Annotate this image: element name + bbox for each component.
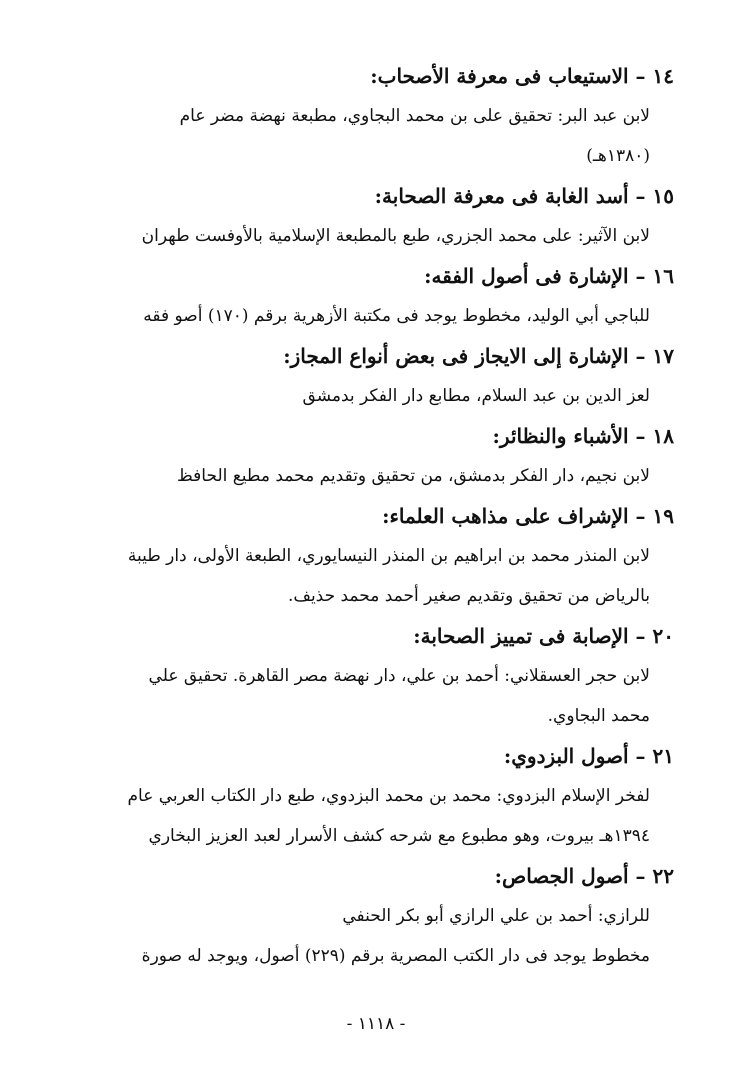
entry-description (76, 376, 674, 416)
entry-number: ١٧ (652, 344, 674, 368)
entry-description (76, 656, 674, 736)
entry-line: لابن نجيم، دار الفكر بدمشق، من تحقيق وتقديم محمد مطيع الحافظ (177, 466, 650, 486)
entry-heading (76, 256, 674, 296)
entry-line: لفخر الإسلام البزدوي: محمد بن محمد البزدوي، طبع دار الكتاب العربي عام (127, 786, 650, 806)
bibliography-entry-16 (76, 256, 674, 336)
bibliography-entry-14 (76, 56, 674, 176)
entry-title: الأشباء والنظائر: (492, 424, 629, 448)
bibliography-entry-17 (76, 336, 674, 416)
entry-dash: – (628, 64, 646, 88)
entry-dash: – (628, 424, 646, 448)
entry-heading (76, 56, 674, 96)
entry-description (76, 456, 674, 496)
entry-heading (76, 416, 674, 456)
entry-line: لابن الآثير: على محمد الجزري، طبع بالمطبعة الإسلامية بالأوفست طهران (141, 226, 650, 246)
entry-dash: – (628, 264, 646, 288)
entry-line: للرازي: أحمد بن علي الرازي أبو بكر الحنفي (342, 906, 650, 926)
entry-line: مخطوط يوجد فى دار الكتب المصرية برقم (٢٢٩) أصول، ويوجد له صورة (141, 946, 650, 966)
entry-number: ١٦ (652, 264, 674, 288)
entry-line: (١٣٨٠هـ) (586, 146, 650, 166)
entry-description (76, 216, 674, 256)
entry-dash: – (628, 344, 646, 368)
entry-number: ١٨ (652, 424, 674, 448)
entry-description (76, 776, 674, 856)
entry-title: الإشارة إلى الايجاز فى بعض أنواع المجاز: (283, 344, 629, 368)
entry-number: ٢٢ (652, 864, 674, 888)
entry-description (76, 296, 674, 336)
entry-number: ٢٠ (652, 624, 674, 648)
entry-title: الإشارة فى أصول الفقه: (424, 264, 629, 288)
entry-line: لابن المنذر محمد بن ابراهيم بن المنذر النيسايوري، الطبعة الأولى، دار طيبة (127, 546, 650, 566)
bibliography-entry-20 (76, 616, 674, 736)
entry-title: الإشراف على مذاهب العلماء: (382, 504, 629, 528)
entry-number: ١٤ (652, 64, 674, 88)
entry-dash: – (628, 184, 646, 208)
bibliography-entry-18 (76, 416, 674, 496)
entry-dash: – (628, 864, 646, 888)
entry-heading (76, 496, 674, 536)
bibliography-entry-19 (76, 496, 674, 616)
entry-title: الاستيعاب فى معرفة الأصحاب: (370, 64, 629, 88)
entry-heading (76, 336, 674, 376)
entry-description (76, 896, 674, 976)
entry-title: أصول الجصاص: (494, 864, 629, 888)
bibliography-entry-15 (76, 176, 674, 256)
entry-title: الإصابة فى تمييز الصحابة: (413, 624, 629, 648)
entry-heading (76, 616, 674, 656)
page-number: - ١١١٨ - (346, 1014, 406, 1034)
entry-heading (76, 856, 674, 896)
entry-dash: – (628, 744, 646, 768)
entry-heading (76, 176, 674, 216)
entry-line: لابن حجر العسقلاني: أحمد بن علي، دار نهضة مصر القاهرة. تحقيق علي (148, 666, 650, 686)
entry-heading (76, 736, 674, 776)
entry-number: ١٩ (652, 504, 674, 528)
entry-line: لعز الدين بن عبد السلام، مطابع دار الفكر بدمشق (302, 386, 650, 406)
entry-line: ١٣٩٤هـ بيروت، وهو مطبوع مع شرحه كشف الأسرار لعبد العزيز البخاري (148, 826, 650, 846)
bibliography-entry-21 (76, 736, 674, 856)
entry-line: للباجي أبي الوليد، مخطوط يوجد فى مكتبة الأزهرية برقم (١٧٠) أصو فقه (143, 306, 650, 326)
entry-line: محمد البجاوي. (547, 706, 650, 726)
bibliography-entry-22 (76, 856, 674, 976)
entry-number: ١٥ (652, 184, 674, 208)
entry-number: ٢١ (652, 744, 674, 768)
entry-dash: – (628, 624, 646, 648)
bibliography-list (76, 56, 674, 976)
entry-title: أسد الغابة فى معرفة الصحابة: (374, 184, 629, 208)
entry-description (76, 96, 674, 176)
entry-title: أصول البزدوي: (503, 744, 629, 768)
entry-description (76, 536, 674, 616)
entry-line: لابن عبد البر: تحقيق على بن محمد البجاوي، مطبعة نهضة مضر عام (179, 106, 650, 126)
entry-line: بالرياض من تحقيق وتقديم صغير أحمد محمد حذيف. (287, 586, 650, 606)
entry-dash: – (628, 504, 646, 528)
